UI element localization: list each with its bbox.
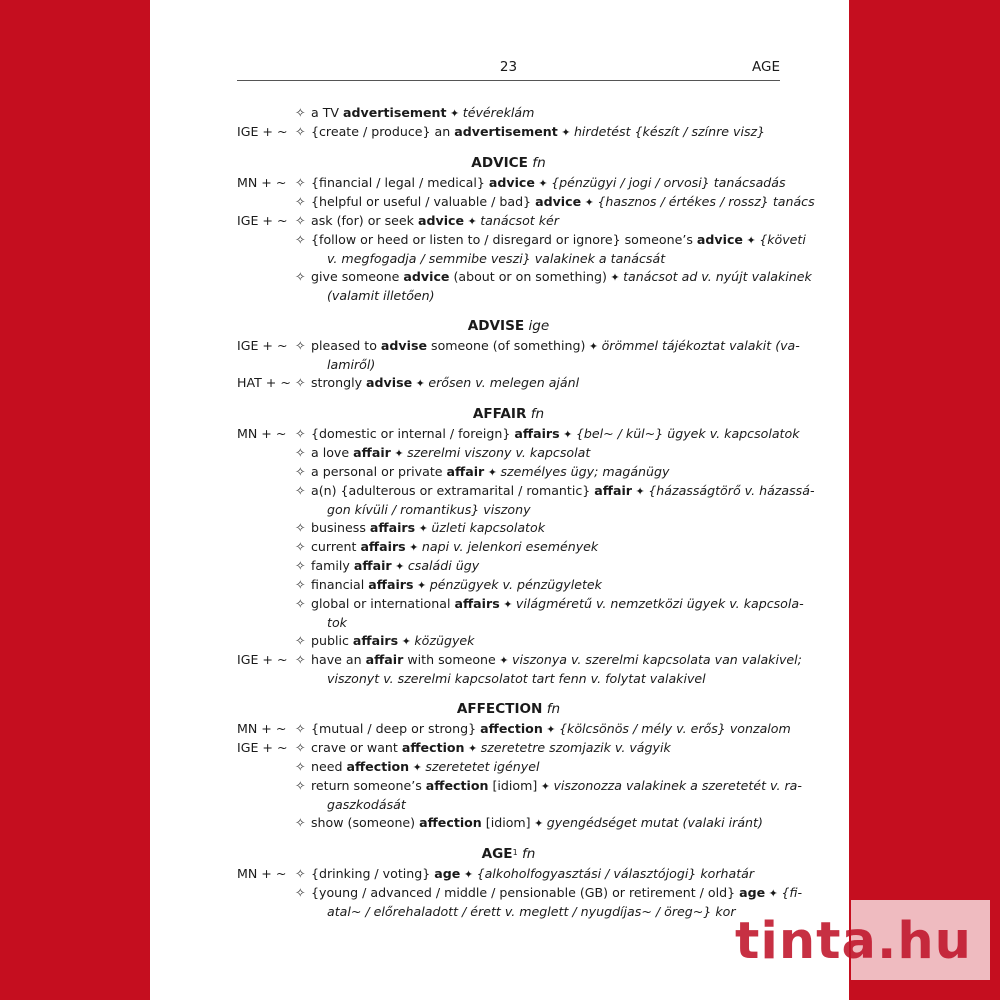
collocation-line [311,576,780,595]
phrase-marker-icon: ✧ [295,778,306,793]
english-phrase: business affairs [311,520,416,535]
page-header [237,56,780,81]
phrase-marker-icon: ✧ [295,759,306,774]
phrase-marker-icon: ✧ [295,721,306,736]
hungarian-translation: {házasságtörő v. házassá- [648,483,815,498]
english-phrase: {helpful or useful / valuable / bad} advice [311,194,582,209]
collocation-line [311,865,780,884]
collocation-row [237,444,780,463]
collocation-row [237,814,780,833]
phrase-marker-icon: ✧ [295,483,306,498]
collocation-row [237,482,815,519]
hungarian-translation: szeretetre szomjazik v. vágyik [480,740,671,755]
collocation-row [237,758,780,777]
bullet-icon: ✦ [460,868,477,881]
phrase-marker-icon: ✧ [295,652,306,667]
english-phrase: {financial / legal / medical} advice [311,175,535,190]
bullet-icon: ✦ [585,340,602,353]
english-phrase: {create / produce} an advertisement [311,124,558,139]
collocation-line [311,557,780,576]
english-phrase: a love affair [311,445,391,460]
collocation-line [311,123,780,142]
hungarian-translation: {hasznos / értékes / rossz} tanács [597,194,815,209]
collocation-row [237,739,780,758]
grammar-label: MN + ~ [237,721,287,736]
bullet-icon: ✦ [464,215,481,228]
phrase-marker-icon: ✧ [295,520,306,535]
collocation-row [237,174,786,193]
collocation-row [237,651,802,688]
hungarian-translation: {bel~ / kül~} ügyek v. kapcsolatok [575,426,800,441]
phrase-marker-icon: ✧ [295,445,306,460]
watermark-logo: tinta.hu [735,912,972,971]
collocation-row [237,374,780,393]
bullet-icon: ✦ [484,466,501,479]
entry-headword [237,845,780,863]
headword-text: ADVISE [467,318,525,334]
headword-superscript: 1 [512,848,518,857]
phrase-marker-icon: ✧ [295,885,306,900]
entry-headword [237,405,780,423]
hungarian-translation: üzleti kapcsolatok [431,520,545,535]
collocation-row [237,123,780,142]
collocation-line [311,425,800,444]
phrase-marker-icon: ✧ [295,815,306,830]
phrase-marker-icon: ✧ [295,558,306,573]
dictionary-page [150,0,849,1000]
grammar-label: IGE + ~ [237,652,288,667]
grammar-label: IGE + ~ [237,338,288,353]
hungarian-translation: viszonozza valakinek a szeretetét v. ra- [553,778,802,793]
hungarian-translation: tévéreklám [462,105,535,120]
collocation-line [311,268,812,287]
part-of-speech: fn [530,406,545,422]
bullet-icon: ✦ [542,723,560,736]
english-phrase: a TV advertisement [311,105,447,120]
bullet-icon: ✦ [391,560,408,573]
entry-headword [237,700,780,718]
translation-continuation: viszonyt v. szerelmi kapcsolatot tart fenn v. folytat valakivel [327,671,706,686]
collocation-line [311,777,802,796]
hungarian-translation: {kölcsönös / mély v. erős} vonzalom [559,721,791,736]
collocation-row [237,193,815,212]
phrase-marker-icon: ✧ [295,232,306,247]
hungarian-translation: {pénzügyi / jogi / orvosi} tanácsadás [551,175,786,190]
english-phrase: financial affairs [311,577,414,592]
phrase-marker-icon: ✧ [295,269,306,284]
hungarian-translation: örömmel tájékoztat valakit (va- [601,338,800,353]
bullet-icon: ✦ [742,234,760,247]
grammar-label: IGE + ~ [237,213,288,228]
english-phrase: public affairs [311,633,399,648]
english-phrase: strongly advise [311,375,413,390]
dictionary-entry [237,700,802,833]
hungarian-translation: családi ügy [407,558,480,573]
hungarian-translation: erősen v. melegen ajánl [428,375,580,390]
collocation-row [237,463,780,482]
entry-headword [237,154,780,172]
collocation-row [237,231,806,268]
english-phrase: {domestic or internal / foreign} affairs [311,426,560,441]
translation-continuation: (valamit illetően) [327,288,435,303]
grammar-label: IGE + ~ [237,740,288,755]
headword-text: ADVICE [471,155,528,171]
english-phrase: crave or want affection [311,740,465,755]
bullet-icon: ✦ [606,271,624,284]
bullet-icon: ✦ [559,428,576,441]
grammar-label: MN + ~ [237,866,287,881]
bullet-icon: ✦ [581,196,598,209]
phrase-marker-icon: ✧ [295,633,306,648]
collocation-line [311,193,815,212]
grammar-label: HAT + ~ [237,375,291,390]
english-phrase: show (someone) affection [idiom] [311,815,531,830]
hungarian-translation: gyengédséget mutat (valaki iránt) [546,815,763,830]
collocation-line [311,720,791,739]
bullet-icon: ✦ [765,887,782,900]
english-phrase: ask (for) or seek advice [311,213,465,228]
headword-text: AFFECTION [456,701,543,717]
translation-continuation: tok [327,615,347,630]
collocation-row [237,595,804,632]
collocation-line [311,519,780,538]
page-number: 23 [499,59,518,75]
collocation-row [237,337,800,374]
english-phrase: global or international affairs [311,596,500,611]
hungarian-translation: szerelmi viszony v. kapcsolat [407,445,591,460]
bullet-icon: ✦ [446,107,463,120]
collocation-row [237,576,780,595]
translation-continuation: gon kívüli / romantikus} viszony [327,502,531,517]
phrase-marker-icon: ✧ [295,740,306,755]
grammar-label: IGE + ~ [237,124,288,139]
bullet-icon: ✦ [530,817,547,830]
bullet-icon: ✦ [415,522,432,535]
phrase-marker-icon: ✧ [295,539,306,554]
dictionary-entry [237,405,815,688]
collocation-line [311,758,780,777]
dictionary-content [237,104,815,927]
headword-text: AGE [481,846,513,862]
phrase-marker-icon: ✧ [295,577,306,592]
bullet-icon: ✦ [537,780,554,793]
phrase-marker-icon: ✧ [295,596,306,611]
hungarian-translation: szeretetet igényel [425,759,540,774]
phrase-marker-icon: ✧ [295,105,306,120]
bullet-icon: ✦ [409,761,426,774]
part-of-speech: fn [546,701,561,717]
english-phrase: return someone’s affection [idiom] [311,778,538,793]
headword-text: AFFAIR [472,406,527,422]
collocation-line [311,463,780,482]
english-phrase: {mutual / deep or strong} affection [311,721,543,736]
translation-continuation: v. megfogadja / semmibe veszi} valakinek a tanácsát [327,251,666,266]
bullet-icon: ✦ [412,377,429,390]
phrase-marker-icon: ✧ [295,426,306,441]
translation-continuation: gaszkodását [327,797,406,812]
collocation-line [311,104,780,123]
collocation-line [311,374,780,393]
phrase-marker-icon: ✧ [295,175,306,190]
hungarian-translation: {fi- [781,885,803,900]
hungarian-translation: tanácsot kér [480,213,559,228]
dictionary-entry [237,104,780,142]
phrase-marker-icon: ✧ [295,464,306,479]
collocation-row [237,720,791,739]
collocation-row [237,104,780,123]
hungarian-translation: hirdetést {készít / színre visz} [573,124,766,139]
hungarian-translation: napi v. jelenkori események [421,539,599,554]
english-phrase: {drinking / voting} age [311,866,461,881]
collocation-row [237,212,780,231]
entry-headword [237,317,780,335]
dictionary-entry [237,317,800,393]
collocation-line [311,337,800,356]
collocation-line [311,231,806,250]
collocation-row [237,425,800,444]
english-phrase: have an affair with someone [311,652,496,667]
bullet-icon: ✦ [413,579,430,592]
collocation-row [237,268,812,305]
hungarian-translation: {alkoholfogyasztási / választójogi} korhatár [476,866,755,881]
collocation-line [311,814,780,833]
phrase-marker-icon: ✧ [295,213,306,228]
part-of-speech: fn [532,155,546,171]
collocation-line [311,651,802,670]
english-phrase: {young / advanced / middle / pensionable (GB) or retirement / old} age [311,885,766,900]
collocation-line [311,632,780,651]
english-phrase: family affair [311,558,392,573]
translation-continuation: atal~ / előrehaladott / érett v. meglett / nyugdíjas~ / öreg~} kor [327,904,736,919]
bullet-icon: ✦ [464,742,481,755]
dictionary-entry [237,154,815,305]
part-of-speech: ige [528,318,550,334]
collocation-line [311,482,815,501]
phrase-marker-icon: ✧ [295,124,306,139]
phrase-marker-icon: ✧ [295,338,306,353]
collocation-line [311,884,803,903]
collocation-row [237,777,802,814]
english-phrase: pleased to advise someone (of something) [311,338,586,353]
collocation-line [311,739,780,758]
collocation-row [237,519,780,538]
english-phrase: a(n) {adulterous or extramarital / romantic} affair [311,483,633,498]
collocation-row [237,884,803,921]
collocation-line [311,595,804,614]
phrase-marker-icon: ✧ [295,375,306,390]
hungarian-translation: személyes ügy; magánügy [500,464,670,479]
hungarian-translation: {követi [759,232,806,247]
collocation-row [237,865,780,884]
english-phrase: give someone advice (about or on something) [311,269,607,284]
english-phrase: current affairs [311,539,406,554]
phrase-marker-icon: ✧ [295,194,306,209]
bullet-icon: ✦ [390,447,408,460]
dictionary-entry [237,845,803,921]
running-head: AGE [752,59,780,75]
english-phrase: {follow or heed or listen to / disregard or ignore} someone’s advice [311,232,743,247]
bullet-icon: ✦ [495,654,513,667]
grammar-label: MN + ~ [237,175,287,190]
collocation-line [311,174,786,193]
bullet-icon: ✦ [557,126,574,139]
bullet-icon: ✦ [499,598,516,611]
hungarian-translation: világméretű v. nemzetközi ügyek v. kapcsola- [515,596,804,611]
bullet-icon: ✦ [405,541,422,554]
collocation-row [237,632,780,651]
bullet-icon: ✦ [632,485,649,498]
collocation-line [311,538,780,557]
grammar-label: MN + ~ [237,426,287,441]
hungarian-translation: tanácsot ad v. nyújt valakinek [623,269,812,284]
part-of-speech: fn [521,846,536,862]
bullet-icon: ✦ [398,635,415,648]
collocation-line [311,212,780,231]
translation-continuation: lamiről) [327,357,376,372]
hungarian-translation: pénzügyek v. pénzügyletek [429,577,602,592]
collocation-row [237,557,780,576]
bullet-icon: ✦ [534,177,552,190]
hungarian-translation: közügyek [414,633,475,648]
collocation-line [311,444,780,463]
phrase-marker-icon: ✧ [295,866,306,881]
english-phrase: need affection [311,759,410,774]
hungarian-translation: viszonya v. szerelmi kapcsolata van valakivel; [512,652,802,667]
english-phrase: a personal or private affair [311,464,485,479]
collocation-row [237,538,780,557]
